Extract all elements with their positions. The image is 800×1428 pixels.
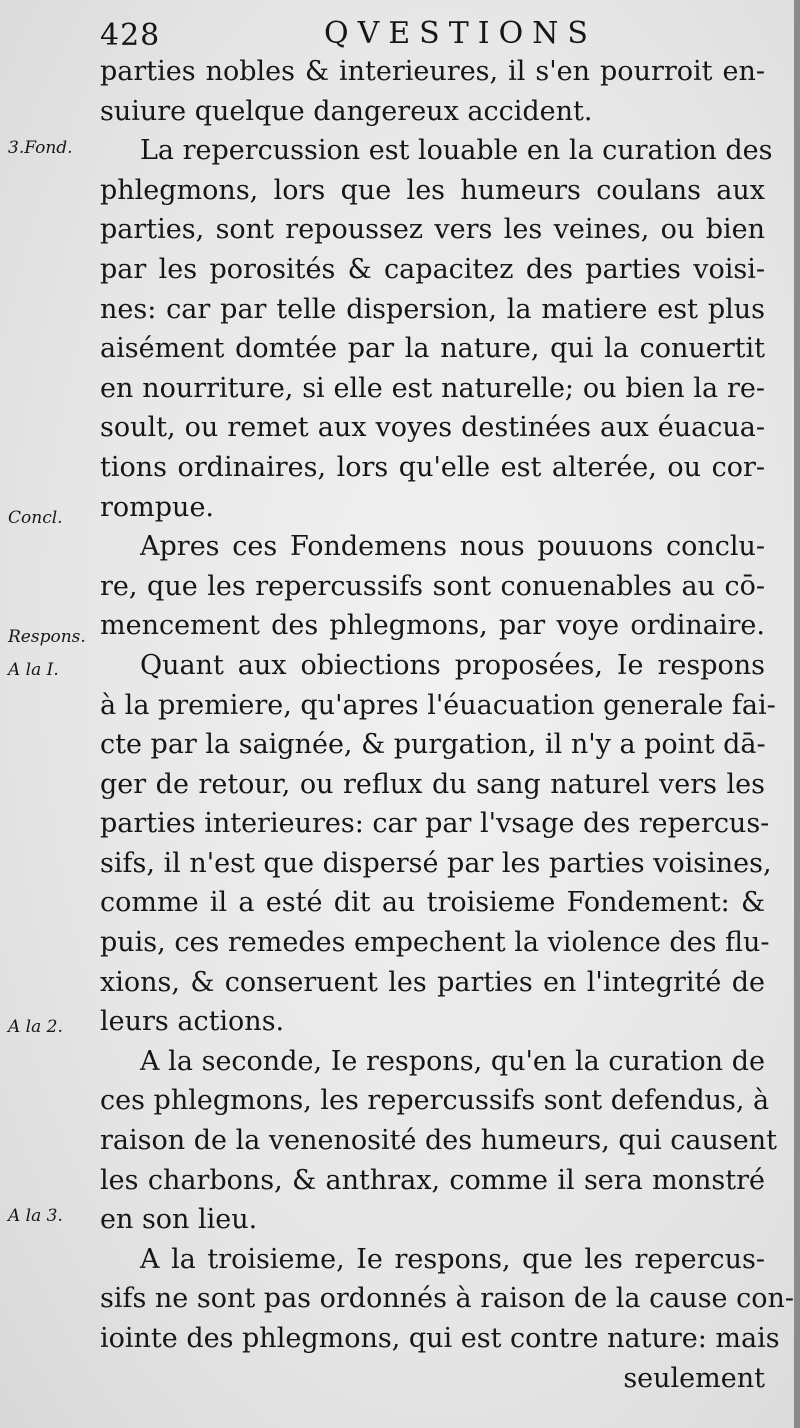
text-line: par les porosités & capacitez des parties voisi- (100, 253, 765, 285)
text-line: ger de retour, ou reflux du sang naturel vers les (100, 768, 765, 800)
text-line: cte par la saignée, & purgation, il n'y a point dā- (100, 729, 766, 761)
paragraph-3 (100, 527, 765, 646)
text-line: sifs, il n'est que dispersé par les parties voisines, (100, 847, 772, 879)
text-line: en son lieu. (100, 1204, 258, 1236)
paragraph-6 (100, 1240, 794, 1359)
paragraph-2 (100, 131, 773, 527)
text-line: en nourriture, si elle est naturelle; ou bien la re- (100, 372, 765, 404)
text-line: nes: car par telle dispersion, la matiere est plus (100, 293, 765, 325)
margin-note-fond3: 3.Fond. (8, 138, 73, 158)
text-line: parties, sont repoussez vers les veines, ou bien (100, 214, 765, 246)
text-line: rompue. (100, 491, 214, 523)
text-line: comme il a esté dit au troisieme Fondement: & (100, 887, 765, 919)
text-line: sifs ne sont pas ordonnés à raison de la cause con- (100, 1283, 794, 1315)
text-line: A la troisieme, Ie respons, que les repercus- (140, 1243, 765, 1275)
text-line: soult, ou remet aux voyes destinées aux éuacua- (100, 412, 765, 444)
text-line: aisément domtée par la nature, qui la conuertit (100, 333, 765, 365)
page-header (96, 14, 756, 54)
page-edge-shadow (794, 0, 800, 1428)
margin-note-respons: Respons. (8, 627, 86, 647)
paragraph-5 (100, 1042, 777, 1240)
catchword: seulement (623, 1362, 765, 1394)
text-line: parties nobles & interieures, il s'en pourroit en- (100, 56, 765, 87)
page-number: 428 (100, 18, 161, 53)
body-text (100, 52, 794, 1398)
text-line: re, que les repercussifs sont conuenables au cō- (100, 570, 765, 602)
margin-note-ala1: A la I. (8, 660, 59, 680)
text-line: parties interieures: car par l'vsage des repercus- (100, 808, 770, 840)
text-line: puis, ces remedes empechent la violence des flu- (100, 927, 770, 959)
text-line: leurs actions. (100, 1006, 285, 1038)
text-line: suiure quelque dangereux accident. (100, 95, 593, 127)
text-line: Quant aux obiections proposées, Ie respons (140, 649, 765, 681)
text-line: mencement des phlegmons, par voye ordinaire. (100, 610, 765, 642)
text-line: phlegmons, lors que les humeurs coulans aux (100, 174, 765, 206)
margin-note-ala2: A la 2. (8, 1017, 63, 1037)
text-line: A la seconde, Ie respons, qu'en la curation de (140, 1045, 765, 1077)
text-line: les charbons, & anthrax, comme il sera monstré (100, 1164, 765, 1196)
margin-note-concl: Concl. (8, 508, 63, 528)
text-line: à la premiere, qu'apres l'éuacuation generale fai- (100, 689, 776, 721)
paragraph-1 (100, 52, 765, 131)
margin-note-ala3: A la 3. (8, 1206, 63, 1226)
text-line: La repercussion est louable en la curation des (140, 135, 773, 167)
paragraph-4 (100, 646, 776, 1042)
text-line: Apres ces Fondemens nous pouuons conclu- (140, 531, 765, 563)
text-line: xions, & conseruent les parties en l'integrité de (100, 966, 765, 998)
text-line: raison de la venenosité des humeurs, qui causent (100, 1125, 777, 1157)
text-line: iointe des phlegmons, qui est contre nature: mais (100, 1323, 780, 1354)
running-title: QVESTIONS (324, 16, 597, 51)
text-line: tions ordinaires, lors qu'elle est alterée, ou cor- (100, 451, 765, 483)
text-line: ces phlegmons, les repercussifs sont defendus, à (100, 1085, 770, 1117)
